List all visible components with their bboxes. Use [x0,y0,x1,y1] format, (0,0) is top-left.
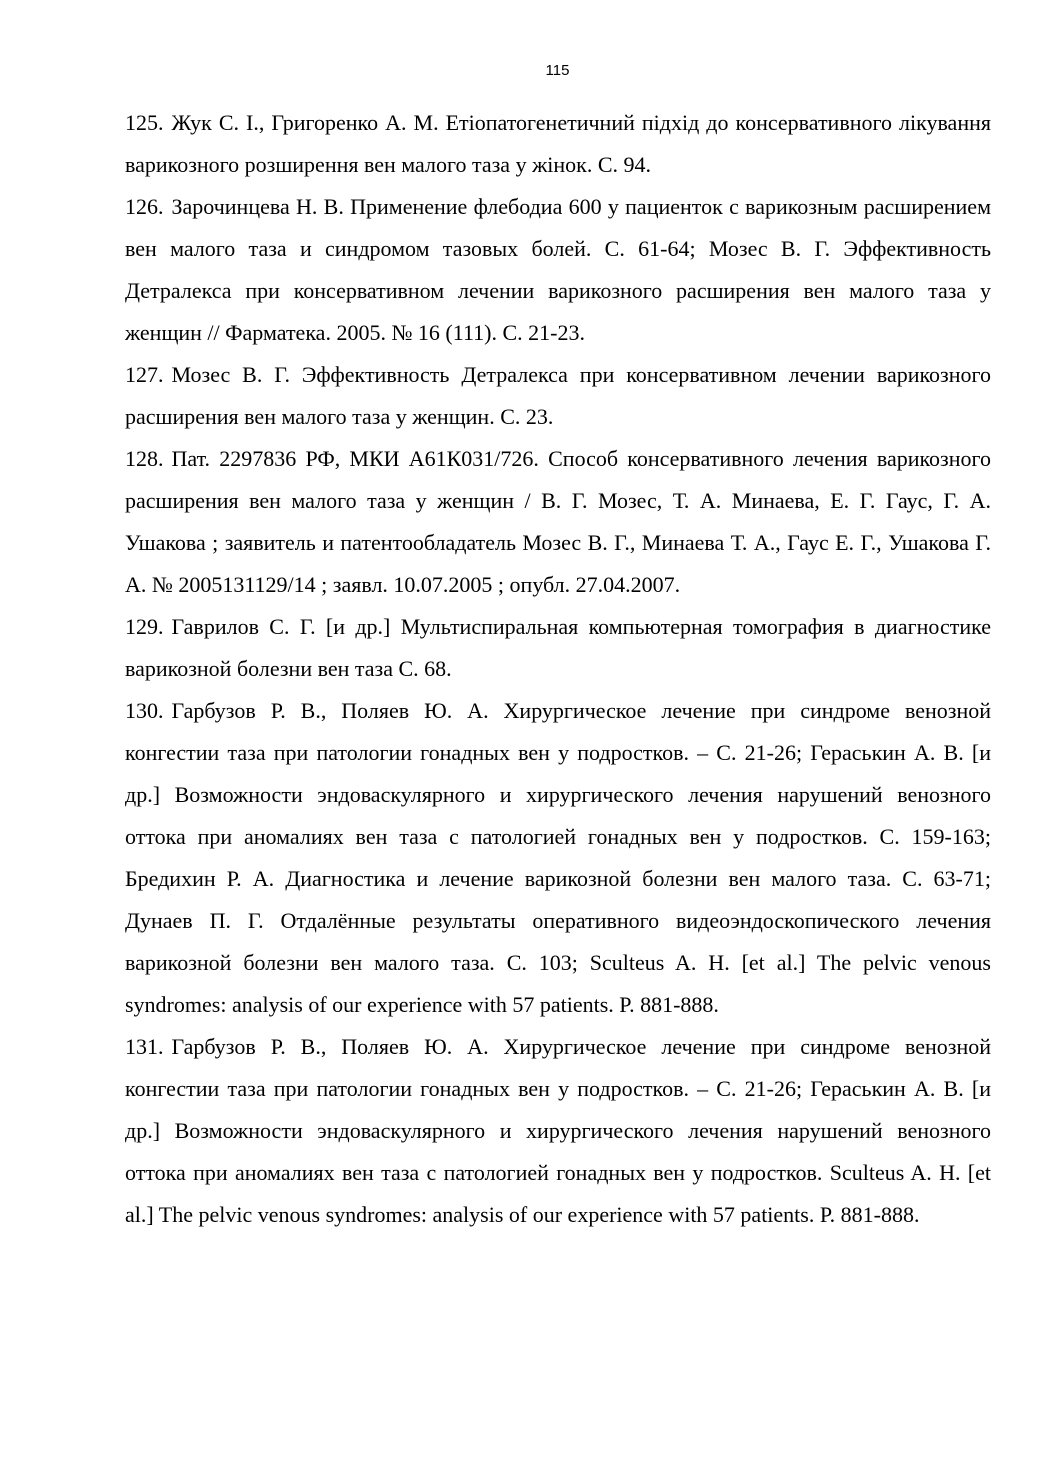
reference-number: 126. [125,194,164,219]
reference-number: 130. [125,698,164,723]
reference-item [125,690,991,1026]
reference-text: Зарочинцева Н. В. Применение флебодиа 600 у пациенток с варикозным расширением вен малого таза и синдромом тазовых болей. С. 61-64; Мозес В. Г. Эффективность Детралекса при консервативном лечении варикозного расширения вен малого таза у женщин // Фарматека. 2005. № 16 (111). С. 21-23. [125,194,991,345]
reference-item [125,186,991,354]
reference-number: 129. [125,614,164,639]
reference-item [125,102,991,186]
reference-item [125,606,991,690]
reference-item [125,438,991,606]
reference-text: Гарбузов Р. В., Поляев Ю. А. Хирургическое лечение при синдроме венозной конгестии таза при патологии гонадных вен у подростков. – С. 21-26; Гераськин А. В. [и др.] Возможности эндоваскулярного и хирургического лечения нарушений венозного оттока при аномалиях вен таза с патологией гонадных вен у подростков. С. 159-163; Бредихин Р. А. Диагностика и лечение варикозной болезни вен малого таза. С. 63-71; Дунаев П. Г. Отдалённые результаты оперативного видеоэндоскопического лечения варикозной болезни вен малого таза. С. 103; Sculteus A. H. [et al.] The pelvic venous syndromes: analysis of our experience with 57 patients. P. 881-888. [125,698,991,1017]
reference-number: 131. [125,1034,164,1059]
reference-text: Пат. 2297836 РФ, МКИ А61К031/726. Способ консервативного лечения варикозного расширения вен малого таза у женщин / В. Г. Мозес, Т. А. Минаева, Е. Г. Гаус, Г. А. Ушакова ; заявитель и патентообладатель Мозес В. Г., Минаева Т. А., Гаус Е. Г., Ушакова Г. А. № 2005131129/14 ; заявл. 10.07.2005 ; опубл. 27.04.2007. [125,446,991,597]
page-number: 115 [545,62,570,79]
reference-item [125,1026,991,1236]
reference-text: Мозес В. Г. Эффективность Детралекса при консервативном лечении варикозного расширения вен малого таза у женщин. С. 23. [125,362,991,429]
reference-number: 125. [125,110,164,135]
reference-number: 127. [125,362,164,387]
reference-number: 128. [125,446,164,471]
reference-text: Жук С. І., Григоренко А. М. Етіопатогенетичний підхід до консервативного лікування варикозного розширення вен малого таза у жінок. С. 94. [125,110,991,177]
reference-text: Гаврилов С. Г. [и др.] Мультиспиральная компьютерная томография в диагностике варикозной болезни вен таза С. 68. [125,614,991,681]
reference-list [125,102,991,1236]
reference-item [125,354,991,438]
reference-text: Гарбузов Р. В., Поляев Ю. А. Хирургическое лечение при синдроме венозной конгестии таза при патологии гонадных вен у подростков. – С. 21-26; Гераськин А. В. [и др.] Возможности эндоваскулярного и хирургического лечения нарушений венозного оттока при аномалиях вен таза с патологией гонадных вен у подростков. Sculteus A. H. [et al.] The pelvic venous syndromes: analysis of our experience with 57 patients. P. 881-888. [125,1034,991,1227]
